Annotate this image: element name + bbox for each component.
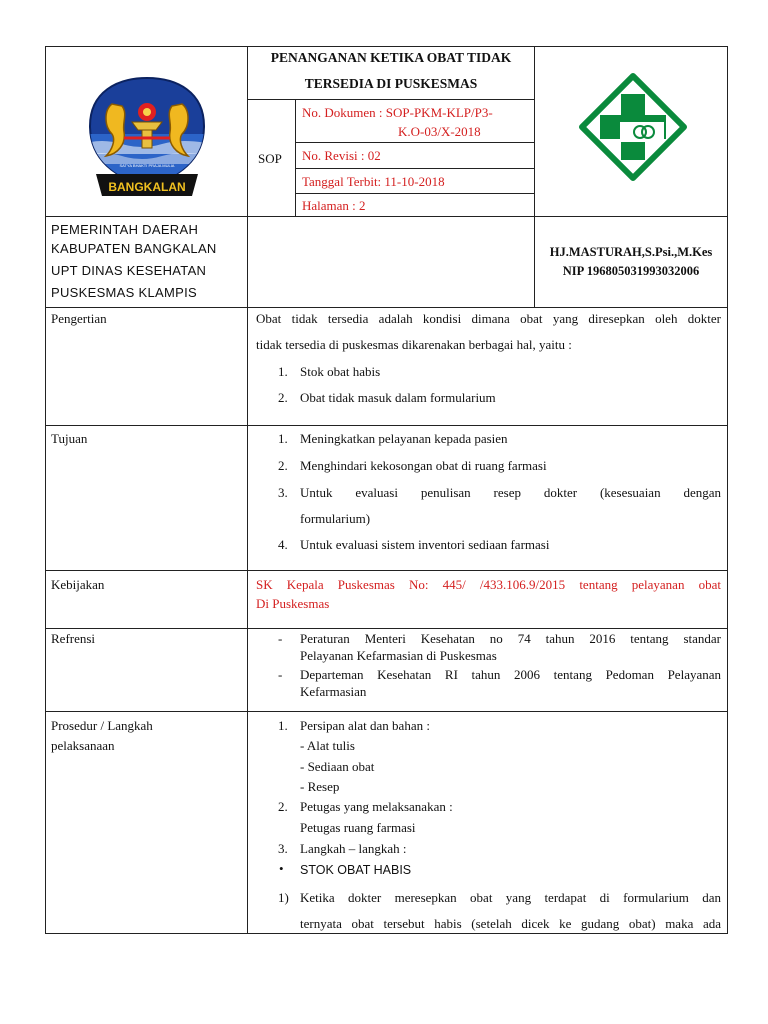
header-revisi-divider	[295, 168, 534, 169]
prosedur-step3-text: Langkah – langkah :	[300, 841, 407, 856]
doc-number-line2: K.O-03/X-2018	[398, 124, 481, 139]
refrensi-item1-line2: Pelayanan Kefarmasian di Puskesmas	[300, 648, 497, 663]
institution-line3: UPT DINAS KESEHATAN	[51, 263, 207, 278]
tujuan-item4-num: 4.	[278, 537, 288, 552]
prosedur-sub1-num: 1)	[278, 890, 289, 905]
header-docno-divider	[295, 142, 534, 143]
prosedur-step1-num: 1.	[278, 718, 288, 733]
tujuan-item2-num: 2.	[278, 458, 288, 473]
emblem-motto-text: SATYA BHAKTI PRAJA MULIA	[119, 163, 175, 168]
document-title-line1: PENANGANAN KETIKA OBAT TIDAK	[270, 50, 512, 65]
prosedur-label-line1: Prosedur / Langkah	[51, 718, 153, 733]
kebijakan-line2: Di Puskesmas	[256, 596, 330, 611]
prosedur-sub1-line1: Ketika dokter meresepkan obat yang terdapat di formularium dan	[300, 890, 721, 905]
institution-line4: PUSKESMAS KLAMPIS	[51, 285, 197, 300]
document-title-line2: TERSEDIA DI PUSKESMAS	[304, 76, 478, 91]
pengertian-line1: Obat tidak tersedia adalah kondisi dimana obat yang diresepkan oleh dokter	[256, 311, 721, 326]
tujuan-item1-text: Meningkatkan pelayanan kepada pasien	[300, 431, 508, 446]
pengertian-label: Pengertian	[51, 311, 107, 326]
prosedur-label-line2: pelaksanaan	[51, 738, 115, 753]
signatory-nip: NIP 196805031993032006	[562, 264, 700, 278]
kebijakan-line1: SK Kepala Puskesmas No: 445/ /433.106.9/2015 tentang pelayanan obat	[256, 577, 721, 592]
tujuan-label: Tujuan	[51, 431, 88, 446]
table-border-right	[727, 46, 728, 934]
table-border-institution-bottom	[45, 307, 728, 308]
table-border-bottom	[45, 933, 728, 934]
header-right-divider	[534, 46, 535, 308]
header-sop-divider	[295, 99, 296, 217]
refrensi-item1-bullet: -	[278, 631, 283, 646]
tujuan-item3-cont: formularium)	[300, 511, 371, 526]
table-border-refrensi-bottom	[45, 711, 728, 712]
prosedur-step1-text: Persipan alat dan bahan :	[300, 718, 430, 733]
revision-number: No. Revisi : 02	[302, 148, 381, 163]
table-border-kebijakan-bottom	[45, 628, 728, 629]
pengertian-line2: tidak tersedia di puskesmas dikarenakan berbagai hal, yaitu :	[256, 337, 572, 352]
signatory-name: HJ.MASTURAH,S.Psi.,M.Kes	[549, 245, 713, 259]
sop-label: SOP	[258, 151, 282, 166]
prosedur-bullet-item: STOK OBAT HABIS	[300, 863, 412, 877]
tujuan-item1-num: 1.	[278, 431, 288, 446]
refrensi-item2-line1: Departeman Kesehatan RI tahun 2006 tentang Pedoman Pelayanan	[300, 667, 721, 682]
tujuan-item3-num: 3.	[278, 485, 288, 500]
pengertian-item1-text: Stok obat habis	[300, 364, 381, 379]
pengertian-item1-num: 1.	[278, 364, 288, 379]
prosedur-step1-sub3: - Resep	[300, 779, 340, 794]
refrensi-item2-bullet: -	[278, 667, 283, 682]
table-border-pengertian-bottom	[45, 425, 728, 426]
emblem-banner-text: BANGKALAN	[108, 180, 186, 194]
tujuan-item4-text: Untuk evaluasi sistem inventori sediaan farmasi	[300, 537, 550, 552]
table-border-left	[45, 46, 46, 934]
tujuan-item2-text: Menghindari kekosongan obat di ruang farmasi	[300, 458, 547, 473]
institution-line1: PEMERINTAH DAERAH	[51, 222, 199, 237]
prosedur-step1-sub1: - Alat tulis	[300, 738, 355, 753]
pengertian-item2-num: 2.	[278, 390, 288, 405]
table-border-top	[45, 46, 728, 47]
puskesmas-logo	[578, 72, 688, 182]
institution-line2: KABUPATEN BANGKALAN	[51, 241, 217, 256]
kebijakan-label: Kebijakan	[51, 577, 105, 592]
prosedur-step3-num: 3.	[278, 841, 288, 856]
prosedur-step1-sub2: - Sediaan obat	[300, 759, 375, 774]
pengertian-item2-text: Obat tidak masuk dalam formularium	[300, 390, 496, 405]
prosedur-step2-sub: Petugas ruang farmasi	[300, 820, 416, 835]
header-tanggal-divider	[295, 193, 534, 194]
tujuan-item3-text: Untuk evaluasi penulisan resep dokter (kesesuaian dengan	[300, 485, 721, 500]
table-column-divider	[247, 46, 248, 934]
table-border-tujuan-bottom	[45, 570, 728, 571]
issue-date: Tanggal Terbit: 11-10-2018	[302, 174, 445, 189]
page-number: Halaman : 2	[302, 198, 366, 213]
table-border-header-bottom	[45, 216, 728, 217]
bullet-icon: •	[279, 861, 284, 876]
refrensi-label: Refrensi	[51, 631, 96, 646]
doc-number-line1: No. Dokumen : SOP-PKM-KLP/P3-	[302, 105, 493, 120]
header-title-divider	[247, 99, 534, 100]
prosedur-step2-text: Petugas yang melaksanakan :	[300, 799, 453, 814]
refrensi-item1-line1: Peraturan Menteri Kesehatan no 74 tahun 2016 tentang standar	[300, 631, 721, 646]
prosedur-sub1-line2: ternyata obat tersebut habis (setelah dicek ke gudang obat) maka ada	[300, 916, 721, 931]
refrensi-item2-line2: Kefarmasian	[300, 684, 367, 699]
bangkalan-emblem-logo	[82, 74, 212, 202]
prosedur-step2-num: 2.	[278, 799, 288, 814]
